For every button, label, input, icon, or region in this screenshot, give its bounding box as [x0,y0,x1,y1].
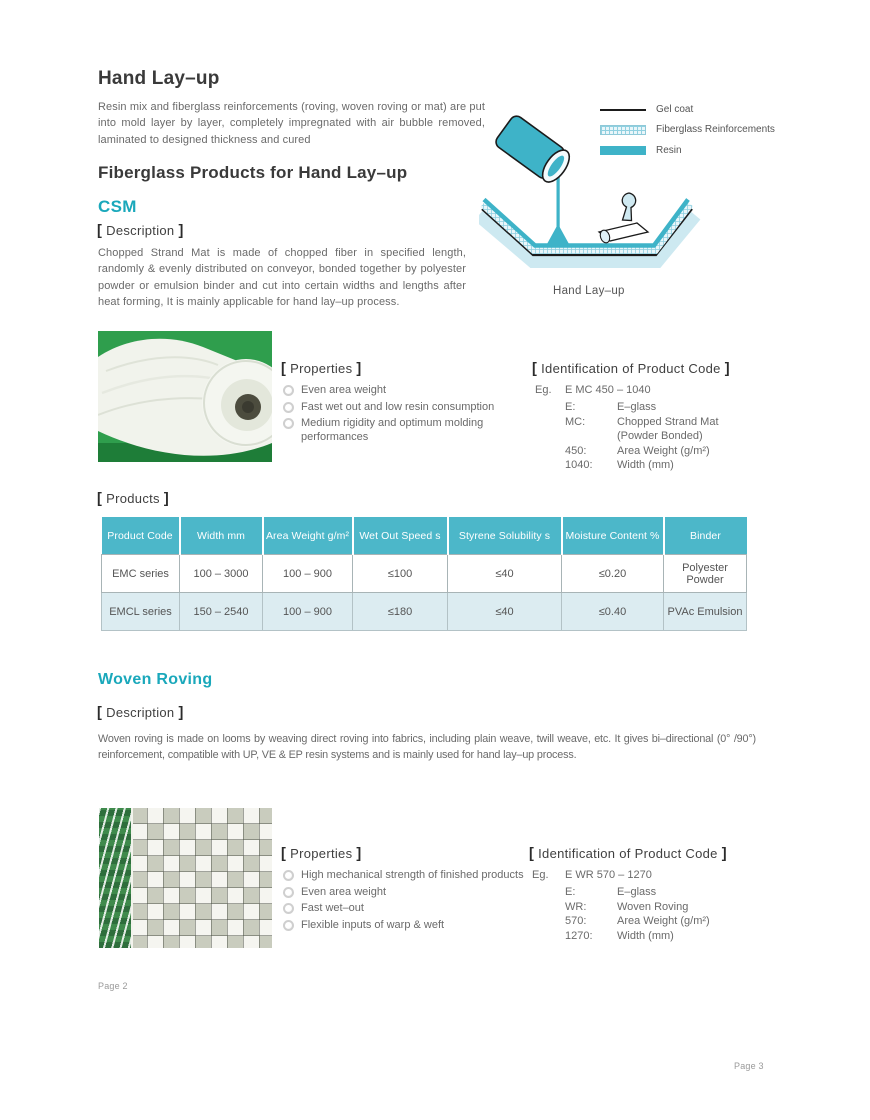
list-item: 1270: Width (mm) [565,929,674,942]
table-cell: 150 – 2540 [180,593,263,631]
photo-green-strip [99,808,133,948]
gelcoat-swatch-icon [600,109,646,111]
woven-properties-list [283,868,538,932]
table-header-cell: Wet Out Speed s [353,517,448,555]
resin-puddle [547,224,569,244]
woven-description: Woven roving is made on looms by weaving direct roving into fabrics, including plain weave, twill weave, etc. It gives bi–directional (0° /90°) reinforcement, compatible with UP, VE & EP resin systems and is mainly used for hand lay–up process. [98,733,756,761]
bracket-close: ] [178,705,184,721]
list-item: Fast wet out and low resin consumption [283,400,505,414]
table-header-cell: Binder [664,517,747,555]
csm-properties-list [283,383,505,444]
table-cell: ≤180 [353,593,448,631]
csm-properties-heading: [ Properties ] [281,361,362,377]
woven-roving-title: Woven Roving [98,671,213,688]
list-item: Fast wet–out [283,901,538,915]
hand-layup-diagram [479,113,705,271]
section-title: Fiberglass Products for Hand Lay–up [98,163,408,182]
csm-identification-heading: [ Identification of Product Code ] [532,361,730,377]
bracket-open: [ [97,223,103,239]
page-title: Hand Lay–up [98,68,220,89]
table-cell: ≤0.20 [562,555,664,593]
list-item: Even area weight [283,383,505,397]
table-cell: 100 – 900 [263,555,353,593]
list-item: 450: Area Weight (g/m²) [565,444,710,457]
csm-code-breakdown [565,401,719,471]
table-header-cell: Styrene Solubility s [448,517,562,555]
legend-label: Resin [656,145,682,156]
roller-tool-icon [599,193,648,244]
resin-bucket-icon [493,113,574,186]
table-cell: EMC series [102,555,180,593]
csm-products-heading: [ Products ] [97,491,169,507]
bracket-close: ] [724,361,730,377]
woven-code-breakdown [565,886,710,942]
bracket-close: ] [356,846,362,862]
csm-product-photo [98,331,272,462]
table-header-cell: Product Code [102,517,180,555]
list-item: High mechanical strength of finished products [283,868,538,882]
bracket-close: ] [163,491,169,507]
list-item: MC: Chopped Strand Mat [565,415,719,428]
bracket-open: [ [281,361,287,377]
diagram-caption: Hand Lay–up [553,285,625,297]
csm-description: Chopped Strand Mat is made of chopped fiber in specified length, randomly & evenly distributed on conveyor, bonded together by polyester powder or emulsion binder and cut into certain widths and lengths after heat forming, It is mainly applicable for hand lay–up process. [98,247,466,308]
bullet-icon [283,385,294,396]
table-header-row [102,517,747,555]
page-number-left: Page 2 [98,981,128,991]
list-item: E: E–glass [565,886,657,898]
bullet-icon [283,870,294,881]
woven-roving-photo [99,808,272,948]
bracket-open: [ [529,846,535,862]
list-item: E: E–glass [565,401,657,413]
table-header-cell: Width mm [180,517,263,555]
table-cell: ≤100 [353,555,448,593]
table-header-cell: Moisture Content % [562,517,664,555]
legend-label: Gel coat [656,104,694,115]
woven-code-example: Eg. E WR 570 – 1270 [532,869,652,881]
bracket-open: [ [97,491,103,507]
csm-title: CSM [98,197,137,216]
list-item: Even area weight [283,885,538,899]
legend-label: Fiberglass Reinforcements [656,124,775,135]
table-cell: ≤40 [448,555,562,593]
table-cell: Polyester Powder [664,555,747,593]
csm-code-example: Eg. E MC 450 – 1040 [535,384,651,396]
list-item: 570: Area Weight (g/m²) [565,915,710,928]
list-item: 1040: Width (mm) [565,459,674,472]
woven-properties-heading: [ Properties ] [281,846,362,862]
bracket-open: [ [97,705,103,721]
list-item: Medium rigidity and optimum molding performances [283,416,505,444]
table-cell: 100 – 900 [263,593,353,631]
intro-paragraph: Resin mix and fiberglass reinforcements (roving, woven roving or mat) are put into mold layer by layer, completely impregnated with air bubble removed, laminated to designed thickness and cured [98,101,485,146]
bullet-icon [283,903,294,914]
bullet-icon [283,920,294,931]
bracket-close: ] [178,223,184,239]
table-row [102,555,747,593]
bracket-close: ] [721,846,727,862]
table-cell: ≤0.40 [562,593,664,631]
bullet-icon [283,418,294,429]
list-item: Flexible inputs of warp & weft [283,918,538,932]
bracket-open: [ [281,846,287,862]
table-header-cell: Area Weight g/m² [263,517,353,555]
table-row [102,593,747,631]
table-cell: 100 – 3000 [180,555,263,593]
page-number-right: Page 3 [734,1061,764,1071]
bullet-icon [283,887,294,898]
bullet-icon [283,402,294,413]
bracket-close: ] [356,361,362,377]
woven-description-heading: [ Description ] [97,705,184,721]
list-item: WR: Woven Roving [565,900,689,913]
woven-identification-heading: [ Identification of Product Code ] [529,846,727,862]
table-cell: ≤40 [448,593,562,631]
bracket-open: [ [532,361,538,377]
products-table [101,517,747,631]
table-cell: EMCL series [102,593,180,631]
csm-description-heading: [ Description ] [97,223,184,239]
table-cell: PVAc Emulsion [664,593,747,631]
list-item: (Powder Bonded) [617,430,703,443]
